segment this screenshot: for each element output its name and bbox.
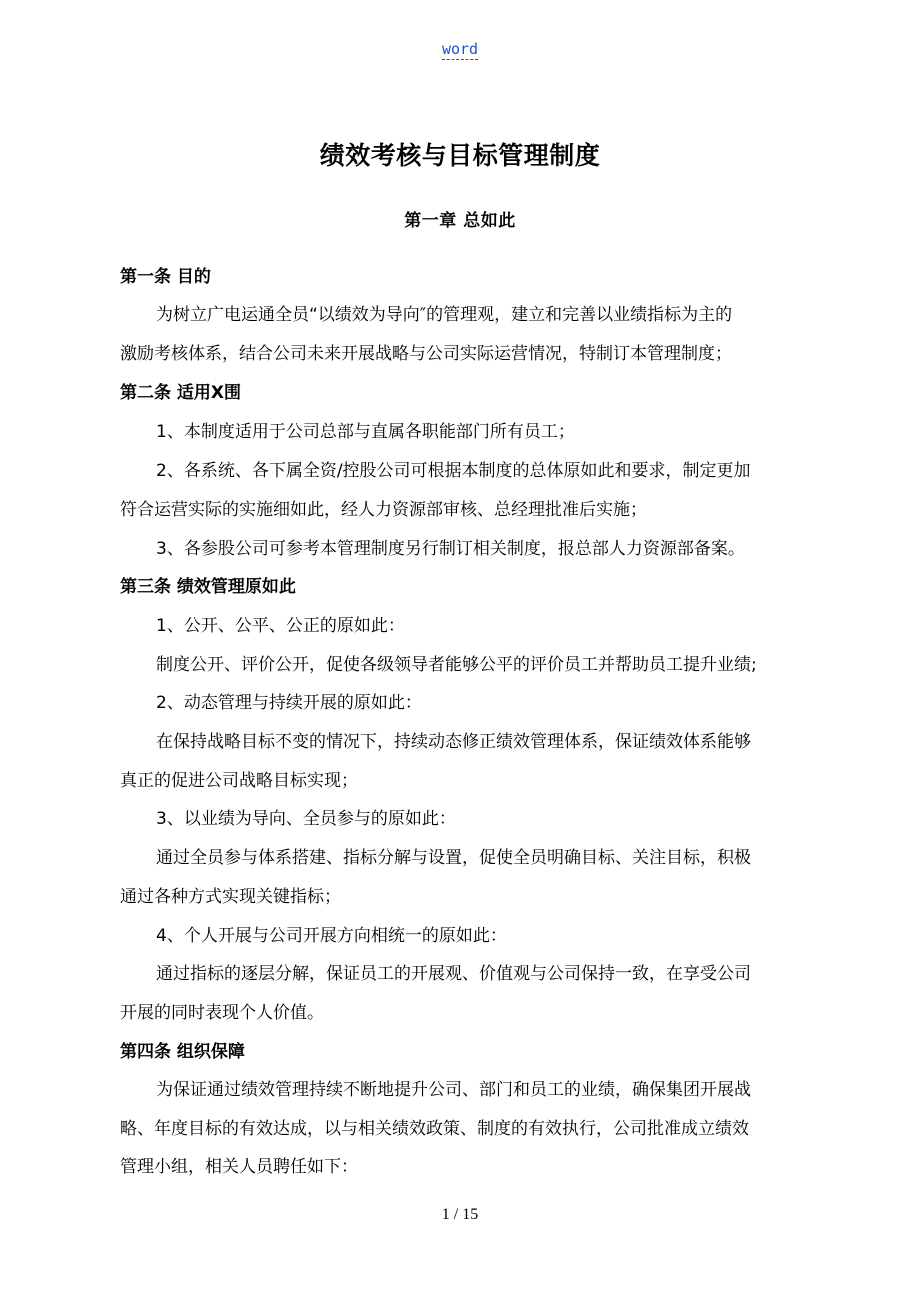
paragraph-line: 通过各种方式实现关键指标； [120,887,341,907]
paragraph-line: 2、动态管理与持续开展的原如此： [156,693,422,713]
article-heading: 第一条 目的 [120,267,211,287]
paragraph-line: 制度公开、评价公开，促使各级领导者能够公平的评价员工并帮助员工提升业绩; [156,655,757,675]
paragraph-line: 通过指标的逐层分解，保证员工的开展观、价值观与公司保持一致，在享受公司 [156,964,751,984]
paragraph-line: 激励考核体系，结合公司未来开展战略与公司实际运营情况，特制订本管理制度； [120,344,732,364]
paragraph-line: 真正的促进公司战略目标实现； [120,771,358,791]
paragraph-line: 为树立广电运通全员“以绩效为导向″的管理观，建立和完善以业绩指标为主的 [156,305,733,325]
paragraph-line: 2、各系统、各下属全资/控股公司可根据本制度的总体原如此和要求，制定更加 [156,461,751,481]
paragraph-line: 略、年度目标的有效达成，以与相关绩效政策、制度的有效执行，公司批准成立绩效 [120,1119,749,1139]
article-heading: 第四条 组织保障 [120,1042,245,1062]
paragraph-line: 开展的同时表现个人价值。 [120,1003,324,1023]
paragraph-line: 在保持战略目标不变的情况下，持续动态修正绩效管理体系，保证绩效体系能够 [156,732,751,752]
paragraph-line: 通过全员参与体系搭建、指标分解与设置，促使全员明确目标、关注目标，积极 [156,848,751,868]
paragraph-line: 4、个人开展与公司开展方向相统一的原如此： [156,926,507,946]
paragraph-line: 管理小组，相关人员聘任如下： [120,1157,358,1177]
paragraph-line: 为保证通过绩效管理持续不断地提升公司、部门和员工的业绩，确保集团开展战 [156,1080,751,1100]
page-number: 1 / 15 [441,1206,479,1223]
header-word-link[interactable]: word [441,40,479,58]
paragraph-line: 3、以业绩为导向、全员参与的原如此： [156,809,456,829]
article-heading: 第三条 绩效管理原如此 [120,577,296,597]
article-heading: 第二条 适用X围 [120,383,242,403]
paragraph-line: 3、各参股公司可参考本管理制度另行制订相关制度，报总部人力资源部备案。 [156,539,745,559]
chapter-heading: 第一章 总如此 [404,211,516,231]
paragraph-line: 1、公开、公平、公正的原如此： [156,616,405,636]
document-title: 绩效考核与目标管理制度 [319,141,601,170]
paragraph-line: 符合运营实际的实施细如此，经人力资源部审核、总经理批准后实施； [120,500,647,520]
paragraph-line: 1、本制度适用于公司总部与直属各职能部门所有员工； [156,422,575,442]
